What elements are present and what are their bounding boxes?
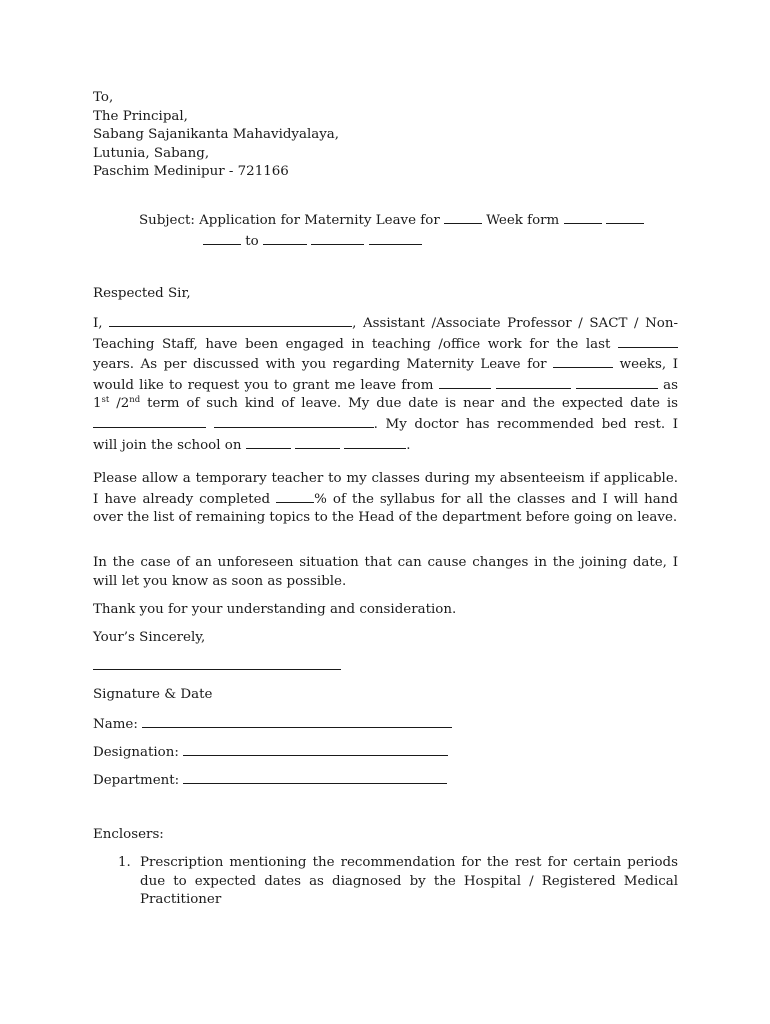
address-line: To, xyxy=(93,90,114,105)
para-text: as 1 xyxy=(93,377,679,412)
leave-from-blank[interactable] xyxy=(496,375,571,389)
weeks-blank[interactable] xyxy=(553,354,613,368)
para-text: weeks, I would like to request you to grant me leave from xyxy=(93,357,678,393)
to-date-blank[interactable] xyxy=(369,231,422,245)
subject-week-form: Week form xyxy=(486,213,560,228)
syllabus-percent-blank[interactable] xyxy=(276,489,314,503)
join-date-blank[interactable] xyxy=(295,435,340,449)
paragraph-thanks: Thank you for your understanding and consideration. xyxy=(93,602,457,617)
address-line: Paschim Medinipur - 721166 xyxy=(93,164,289,180)
signature-label: Signature & Date xyxy=(93,687,213,702)
address-line: Lutunia, Sabang, xyxy=(93,145,210,161)
para-text: % of the syllabus for all the classes and I will hand over the list of remaining topics to the Head of the department before going on leave. xyxy=(93,491,678,526)
years-blank[interactable] xyxy=(618,334,678,348)
address-line: The Principal, xyxy=(93,108,188,124)
para-text: Please allow a temporary teacher to my classes during my absenteeism if applicable. I have already completed xyxy=(93,471,678,507)
enclosure-text: Prescription mentioning the recommendation for the rest for certain periods due to expected dates as diagnosed by the Hospital / Registered Medical Practitioner xyxy=(140,855,678,908)
name-blank[interactable] xyxy=(142,714,452,728)
para-text: . xyxy=(406,437,411,453)
superscript: nd xyxy=(129,395,141,406)
para-text: , Assistant /Associate Professor / SACT / Non-Teaching Staff, have been engaged in teaching /office work for the last xyxy=(93,316,678,352)
department-blank[interactable] xyxy=(183,770,447,784)
to-date-blank[interactable] xyxy=(263,231,307,245)
paragraph-request xyxy=(93,313,678,455)
para-text: term of such kind of leave. My due date is near and the expected date is xyxy=(140,396,678,412)
subject-to: to xyxy=(245,233,259,249)
to-date-blank[interactable] xyxy=(311,231,364,245)
leave-from-blank[interactable] xyxy=(576,375,658,389)
recipient-address xyxy=(93,89,678,182)
from-date-blank[interactable] xyxy=(606,210,644,224)
department-field xyxy=(93,770,447,791)
enclosure-number: 1. xyxy=(118,855,131,870)
enclosures-heading: Enclosers: xyxy=(93,827,164,842)
expected-date-blank[interactable] xyxy=(93,414,206,428)
para-text: /2 xyxy=(109,396,130,412)
join-date-blank[interactable] xyxy=(344,435,406,449)
weeks-blank[interactable] xyxy=(444,210,482,224)
enclosure-item xyxy=(118,854,678,910)
leave-from-blank[interactable] xyxy=(439,375,491,389)
para-text: years. As per discussed with you regarding Maternity Leave for xyxy=(93,357,547,373)
designation-blank[interactable] xyxy=(183,742,448,756)
name-field xyxy=(93,714,452,735)
para-text: . My doctor has recommended bed rest. I will join the school on xyxy=(93,416,678,453)
join-date-blank[interactable] xyxy=(246,435,291,449)
designation-field xyxy=(93,742,448,763)
address-line: Sabang Sajanikanta Mahavidyalaya, xyxy=(93,127,340,143)
signature-line[interactable] xyxy=(93,669,341,670)
paragraph-syllabus xyxy=(93,470,678,528)
expected-date-blank[interactable] xyxy=(214,414,374,428)
staff-name-blank[interactable] xyxy=(109,313,352,327)
para-text: I, xyxy=(93,316,103,331)
designation-label: Designation: xyxy=(93,745,179,760)
subject-line xyxy=(139,210,679,251)
from-date-blank[interactable] xyxy=(203,231,241,245)
paragraph-unforeseen: In the case of an unforeseen situation that can cause changes in the joining date, I will let you know as soon as possible. xyxy=(93,555,678,589)
closing: Your’s Sincerely, xyxy=(93,630,206,645)
name-label: Name: xyxy=(93,717,138,732)
salutation: Respected Sir, xyxy=(93,286,191,301)
department-label: Department: xyxy=(93,773,180,788)
superscript: st xyxy=(101,395,110,406)
subject-prefix: Subject: Application for Maternity Leave for xyxy=(139,213,440,228)
from-date-blank[interactable] xyxy=(564,210,602,224)
